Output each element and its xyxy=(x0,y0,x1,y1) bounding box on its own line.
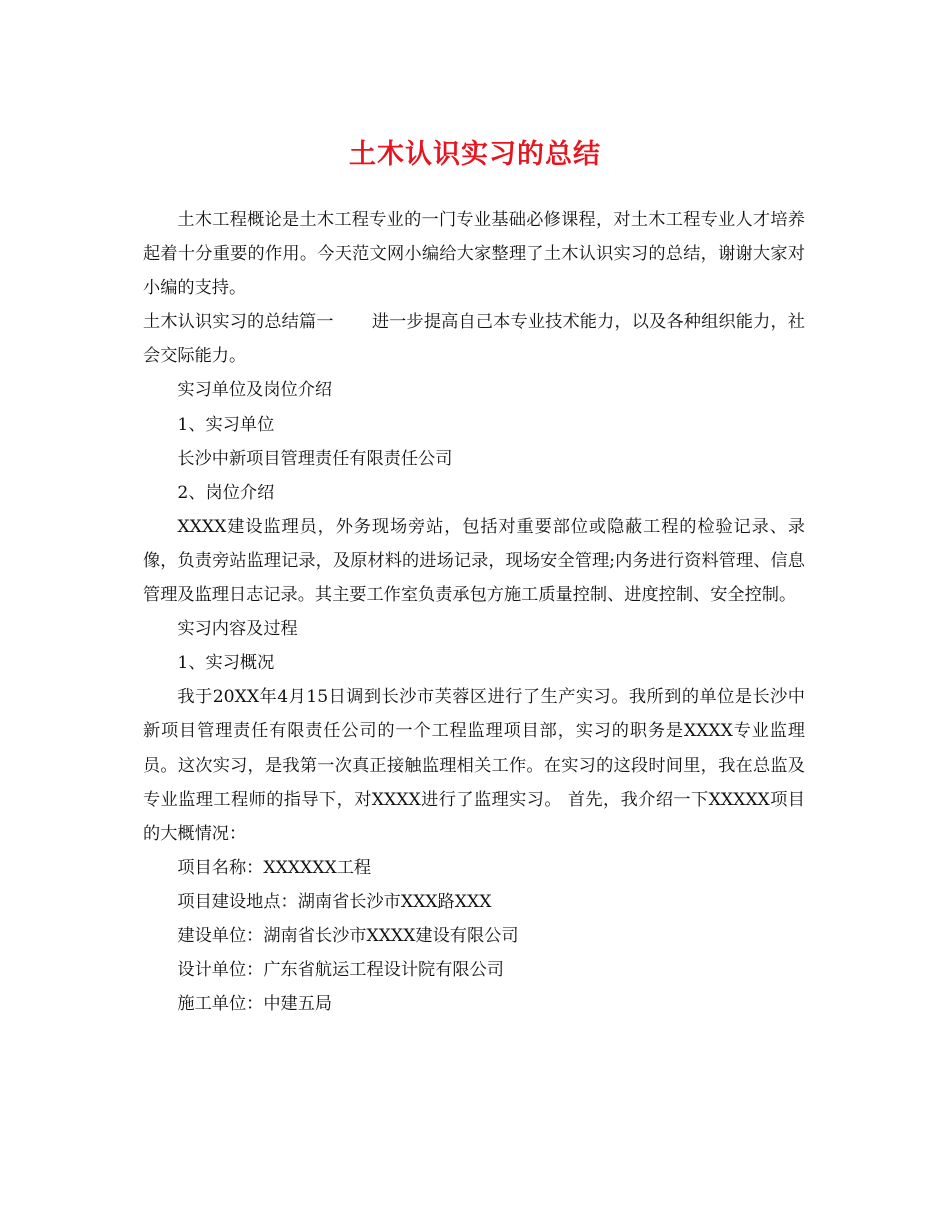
paragraph-company: 长沙中新项目管理责任有限责任公司 xyxy=(177,448,453,469)
paragraph-unit-heading: 实习单位及岗位介绍 xyxy=(177,380,333,401)
paragraph-item-2: 2、岗位介绍 xyxy=(177,482,275,503)
paragraph-item-1: 1、实习单位 xyxy=(177,414,275,435)
paragraph-content-heading: 实习内容及过程 xyxy=(177,619,298,640)
paragraph-job-description: XXXX建设监理员，外务现场旁站，包括对重要部位或隐蔽工程的检验记录、录像，负责旁站监理记录，及原材料的进场记录，现场安全管理;内务进行资料管理、信息管理及监理日志记录。其主要工作室负责承包方施工质量控制、进度控制、安全控制。 xyxy=(143,516,805,606)
paragraph-intro: 土木工程概论是土木工程专业的一门专业基础必修课程，对土木工程专业人才培养起着十分重要的作用。今天范文网小编给大家整理了土木认识实习的总结，谢谢大家对小编的支持。 xyxy=(143,210,805,299)
document-body xyxy=(143,203,805,1021)
paragraph-design-unit: 设计单位：广东省航运工程设计院有限公司 xyxy=(177,960,504,981)
paragraph-project-location: 项目建设地点：湖南省长沙市XXX路XXX xyxy=(177,891,492,912)
paragraph-builder-unit: 施工单位：中建五局 xyxy=(177,994,333,1015)
document-title: 土木认识实习的总结 xyxy=(349,139,601,170)
section-heading-text: 进一步提高自己本专业技术能力，以及各种组织能力，社会交际能力。 xyxy=(143,312,805,367)
paragraph-overview-heading: 1、实习概况 xyxy=(177,653,275,674)
paragraph-section-heading xyxy=(143,305,805,373)
paragraph-project-name: 项目名称：XXXXXX工程 xyxy=(177,857,372,878)
section-heading-label: 土木认识实习的总结篇一 xyxy=(143,312,334,333)
paragraph-overview: 我于20XX年4月15日调到长沙市芙蓉区进行了生产实习。我所到的单位是长沙中新项目管理责任有限责任公司的一个工程监理项目部，实习的职务是XXXX专业监理员。这次实习，是我第一次真正接触监理相关工作。在实习的这段时间里，我在总监及专业监理工程师的指导下，对XXXX进行了监理实习。 首先，我介绍一下XXXXX项目的大概情况： xyxy=(143,687,805,844)
paragraph-construction-unit: 建设单位：湖南省长沙市XXXX建设有限公司 xyxy=(177,925,519,946)
